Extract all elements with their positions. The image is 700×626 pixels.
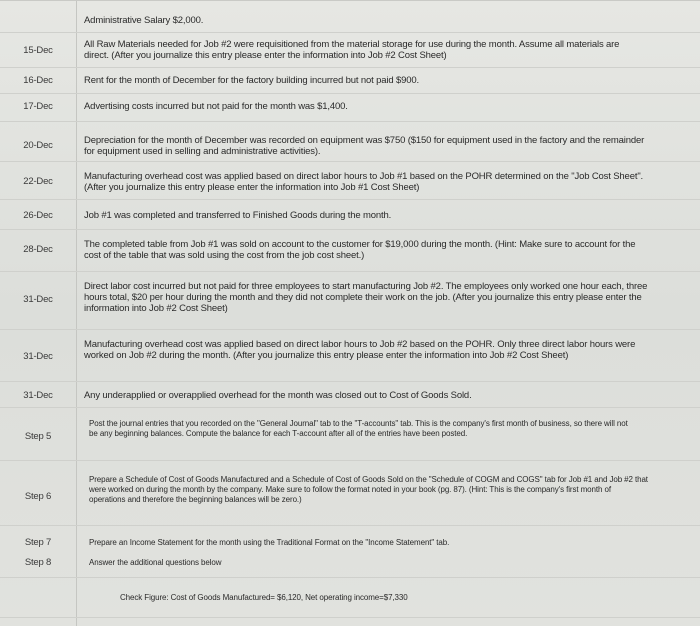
row-date-label: 16-Dec: [23, 75, 53, 86]
row-date-label: 22-Dec: [23, 176, 53, 187]
step-label: Step 6: [24, 491, 52, 502]
row-divider: [0, 407, 700, 408]
check-figure-text: Check Figure: Cost of Goods Manufactured= $6,120, Net operating income=$7,330: [120, 593, 408, 602]
row-text: Rent for the month of December for the factory building incurred but not paid $900.: [84, 75, 420, 86]
row-divider: [0, 229, 700, 230]
row-date-label: 15-Dec: [23, 45, 53, 56]
row-divider: [0, 199, 700, 200]
row-date-label: 26-Dec: [23, 210, 53, 221]
row-text: Depreciation for the month of December was recorded on equipment was $750 ($150 for equipment used in the factory and the remainder for equipment used in selling and administrative activities).: [84, 135, 645, 157]
step-text: Prepare a Schedule of Cost of Goods Manufactured and a Schedule of Cost of Goods Sold on the "Schedule of COGM and COGS" tab for Job #1 and Job #2 that were worked on during the month by the company. Make sure to follow the format noted in your book (pg. 87). (Hint: This is the company's first month of operations and therefore the beginning balances will be zero.): [89, 475, 648, 504]
step-text: Prepare an Income Statement for the month using the Traditional Format on the "Income Statement" tab.: [89, 538, 450, 547]
row-text-admin-salary: Administrative Salary $2,000.: [84, 15, 204, 26]
row-divider: [0, 121, 700, 122]
row-text: The completed table from Job #1 was sold on account to the customer for $19,000 during the month. (Hint: Make sure to account for the cost of the table that was sold using the cost from the job cost sheet.): [84, 239, 636, 261]
row-date-label: 28-Dec: [23, 244, 53, 255]
row-divider: [0, 161, 700, 162]
row-divider: [0, 271, 700, 272]
row-divider: [0, 460, 700, 461]
column-divider: [76, 1, 77, 626]
row-text: Manufacturing overhead cost was applied based on direct labor hours to Job #2 based on the POHR. Only three direct labor hours were worked on Job #2 during the month. (After you journalize this entry please enter the information into Job #2 Cost Sheet): [84, 339, 636, 361]
step-text: Post the journal entries that you recorded on the "General Journal" tab to the "T-accounts" tab. This is the company's first month of business, so there will not be any beginning balances. Compute the balance for each T-account after all of the entries have been posted.: [89, 419, 628, 438]
row-text: All Raw Materials needed for Job #2 were requisitioned from the material storage for use during the month. Assume all materials are direct. (After you journalize this entry please enter the information into Job #2 Cost Sheet): [84, 39, 620, 61]
row-date-label: 20-Dec: [23, 140, 53, 151]
row-divider: [0, 525, 700, 526]
step-label: Step 8: [24, 557, 52, 568]
row-text: Manufacturing overhead cost was applied based on direct labor hours to Job #1 based on the POHR determined on the "Job Cost Sheet". (After you journalize this entry please enter the information into Job #1 Cost Sheet): [84, 171, 644, 193]
row-text: Direct labor cost incurred but not paid for three employees to start manufacturing Job #2. The employees only worked one hour each, three hours total, $20 per hour during the month and they did not complete their work on the job. (After you journalize this entry please enter the information into Job #2 Cost Sheet): [84, 281, 648, 314]
step-label: Step 7: [24, 537, 52, 548]
row-date-label: 31-Dec: [23, 351, 53, 362]
row-divider: [0, 93, 700, 94]
row-divider: [0, 381, 700, 382]
row-divider: [0, 577, 700, 578]
row-date-label: 17-Dec: [23, 101, 53, 112]
row-divider: [0, 32, 700, 33]
step-label: Step 5: [24, 431, 52, 442]
row-text: Advertising costs incurred but not paid for the month was $1,400.: [84, 101, 348, 112]
row-date-label: 31-Dec: [23, 390, 53, 401]
row-text: Job #1 was completed and transferred to Finished Goods during the month.: [84, 210, 392, 221]
row-divider: [0, 617, 700, 618]
row-divider: [0, 67, 700, 68]
step-text: Answer the additional questions below: [89, 558, 222, 567]
row-date-label: 31-Dec: [23, 294, 53, 305]
row-text: Any underapplied or overapplied overhead for the month was closed out to Cost of Goods Sold.: [84, 390, 472, 401]
row-divider: [0, 329, 700, 330]
